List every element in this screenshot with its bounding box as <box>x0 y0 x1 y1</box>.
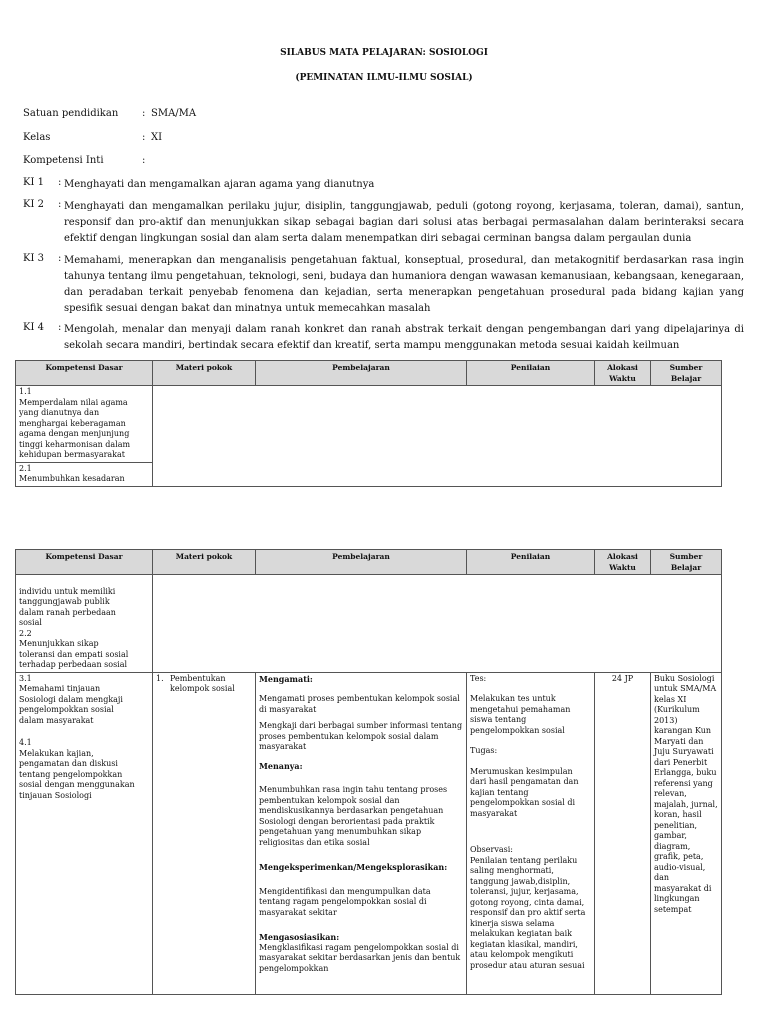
step-asosiasi-title: Mengasosiasikan: <box>259 932 340 942</box>
observasi-title: Observasi: <box>470 845 513 854</box>
kelas-colon: : <box>142 132 146 143</box>
silabus-table-1 <box>15 360 722 487</box>
materi-text: Pembentukan kelompok sosial <box>170 673 235 693</box>
sumber-cell: Buku Sosiologi untuk SMA/MA kelas XI (Kurikulum 2013) karangan Kun Maryati dan Juju Suryawati dari Penerbit Erlangga, buku referensi yang relevan, majalah, jurnal, koran, hasil penelitian, gambar, diagram, grafik, peta, audio-visual, dan masyarakat di lingkungan setempat <box>651 672 722 994</box>
kompetensi-inti-label: Kompetensi Inti <box>23 155 104 166</box>
kd-number: 3.1 <box>19 673 32 683</box>
kompetensi-inti-colon: : <box>142 155 146 166</box>
kd-number: 2.1 <box>19 463 32 473</box>
tugas-text: Merumuskan kesimpulan dari hasil pengamatan dan kajian tentang pengelompokkan sosial di masyarakat <box>470 766 579 818</box>
header-penilaian: Penilaian <box>467 550 595 575</box>
step-text: Mengkaji dari berbagai sumber informasi tentang proses pembentukan kelompok sosial dalam masyarakat <box>259 721 463 751</box>
kd-cell <box>16 386 153 463</box>
header-materi-pokok: Materi pokok <box>153 361 256 386</box>
ki-3-colon: : <box>58 253 62 264</box>
header-kompetensi-dasar: Kompetensi Dasar <box>16 550 153 575</box>
ki-1-colon: : <box>58 177 62 188</box>
tes-text: Melakukan tes untuk mengetahui pemahaman siswa tentang pengelompokkan sosial <box>470 694 571 735</box>
table-row <box>16 386 722 463</box>
kelas-value: XI <box>151 132 163 143</box>
silabus-table-2 <box>15 549 722 995</box>
header-alokasi-waktu: Alokasi Waktu <box>595 361 651 386</box>
table-row <box>16 575 722 673</box>
kd-text: Menumbuhkan kesadaran <box>19 474 125 483</box>
step-menanya-title: Menanya: <box>259 760 303 771</box>
ki-4-text: Mengolah, menalar dan menyaji dalam ranah konkret dan ranah abstrak terkait dengan pengembangan dari yang dipelajarinya di sekolah secara mandiri, bertindak secara efektif dan kreatif, serta mampu menggunakan metoda sesuai kaidah keilmuan <box>64 324 744 351</box>
header-sumber-belajar: Sumber Belajar <box>651 361 722 386</box>
ki-4-colon: : <box>58 322 62 333</box>
ki-2-label: KI 2 <box>23 199 44 210</box>
header-kompetensi-dasar: Kompetensi Dasar <box>16 361 153 386</box>
empty-cell <box>153 575 722 673</box>
header-alokasi-waktu: Alokasi Waktu <box>595 550 651 575</box>
satuan-colon: : <box>142 108 146 119</box>
tes-title: Tes: <box>470 673 487 683</box>
ki-1-label: KI 1 <box>23 177 44 188</box>
kd-number: 1.1 <box>19 387 32 396</box>
kd-number: 2.2 <box>19 628 32 638</box>
ki-4-label: KI 4 <box>23 322 44 333</box>
header-pembelajaran: Pembelajaran <box>256 361 467 386</box>
step-text: Mengidentifikasi dan mengumpulkan data tentang ragam pengelompokkan sosial di masyarakat sekitar <box>259 886 431 917</box>
kd-number: 4.1 <box>19 738 32 747</box>
penilaian-cell <box>467 672 595 994</box>
kd-text: Memahami tinjauan Sosiologi dalam mengkaji pengelompokkan sosial dalam masyarakat <box>19 684 123 725</box>
ki-1-text: Menghayati dan mengamalkan ajaran agama yang dianutnya <box>64 179 375 190</box>
ki-3-text: Memahami, menerapkan dan menganalisis pengetahuan faktual, konseptual, prosedural, dan metakognitif berdasarkan rasa ingin tahunya tentang ilmu pengetahuan, teknologi, seni, budaya dan humaniora dengan wawasan kemanusiaan, kebangsaan, kenegaraan, dan peradaban terkait penyebab fenomena dan kejadian, serta menerapkan pengetahuan prosedural pada bidang kajian yang spesifik sesuai dengan bakat dan minatnya untuk memecahkan masalah <box>64 255 744 314</box>
document-subtitle: (PEMINATAN ILMU-ILMU SOSIAL) <box>295 73 473 83</box>
kd-text: Menunjukkan sikap toleransi dan empati sosial terhadap perbedaan sosial <box>19 639 129 669</box>
kd-cell <box>16 672 153 994</box>
step-eksperimen-title: Mengeksperimenkan/Mengeksplorasikan: <box>259 862 448 872</box>
kd-cell <box>16 575 153 673</box>
alokasi-cell: 24 JP <box>595 672 651 994</box>
ki-3-label: KI 3 <box>23 253 44 264</box>
kd-text: Melakukan kajian, pengamatan dan diskusi tentang pengelompokkan sosial dengan menggunakan tinjauan Sosiologi <box>19 748 135 800</box>
satuan-label: Satuan pendidikan <box>23 108 119 119</box>
kd-cell <box>16 462 153 486</box>
step-text: Menumbuhkan rasa ingin tahu tentang proses pembentukan kelompok sosial dan mendiskusikannya berdasarkan pengetahuan Sosiologi dengan berorientasi pada praktik pengetahuan yang menumbuhkan sikap religiositas dan etika sosial <box>259 785 448 847</box>
ki-2-colon: : <box>58 199 62 210</box>
table-header-row <box>16 361 722 386</box>
kd-text: Memperdalam nilai agama yang dianutnya dan menghargai keberagaman agama dengan menjunjung tinggi keharmonisan dalam kehidupan bermasyarakat <box>19 397 131 459</box>
materi-number: 1. <box>156 673 164 683</box>
observasi-text: Penilaian tentang perilaku saling menghormati, tanggung jawab,disiplin, toleransi, jujur, kerjasama, gotong royong, cinta damai, responsif dan pro aktif serta kinerja siswa selama melakukan kegiatan baik kegiatan klasikal, mandiri, atau kelompok mengikuti prosedur atau aturan sesuai <box>470 855 586 970</box>
tugas-title: Tugas: <box>470 746 498 755</box>
header-pembelajaran: Pembelajaran <box>256 550 467 575</box>
header-sumber-belajar: Sumber Belajar <box>651 550 722 575</box>
header-materi-pokok: Materi pokok <box>153 550 256 575</box>
materi-cell <box>153 672 256 994</box>
table-header-row <box>16 550 722 575</box>
header-penilaian: Penilaian <box>467 361 595 386</box>
step-text: Mengamati proses pembentukan kelompok sosial di masyarakat <box>259 694 460 714</box>
empty-cell <box>153 386 722 487</box>
kelas-label: Kelas <box>23 132 51 143</box>
kd-text: individu untuk memiliki tanggungjawab publik dalam ranah perbedaan sosial <box>19 586 116 627</box>
document-title: SILABUS MATA PELAJARAN: SOSIOLOGI <box>280 48 488 58</box>
ki-2-text: Menghayati dan mengamalkan perilaku jujur, disiplin, tanggungjawab, peduli (gotong royong, kerjasama, toleran, damai), santun, responsif dan pro-aktif dan menunjukkan sikap sebagai bagian dari solusi atas berbagai permasalahan dalam berinteraksi secara efektif dengan lingkungan sosial dan alam serta dalam menempatkan diri sebagai cerminan bangsa dalam pergaulan dunia <box>64 201 744 244</box>
pembelajaran-cell <box>256 672 467 994</box>
satuan-value: SMA/MA <box>151 108 197 119</box>
step-text: Mengklasifikasi ragam pengelompokkan sosial di masyarakat sekitar berdasarkan jenis dan bentuk pengelompokkan <box>259 942 461 973</box>
table-row <box>16 672 722 994</box>
step-mengamati-title: Mengamati: <box>259 673 313 684</box>
